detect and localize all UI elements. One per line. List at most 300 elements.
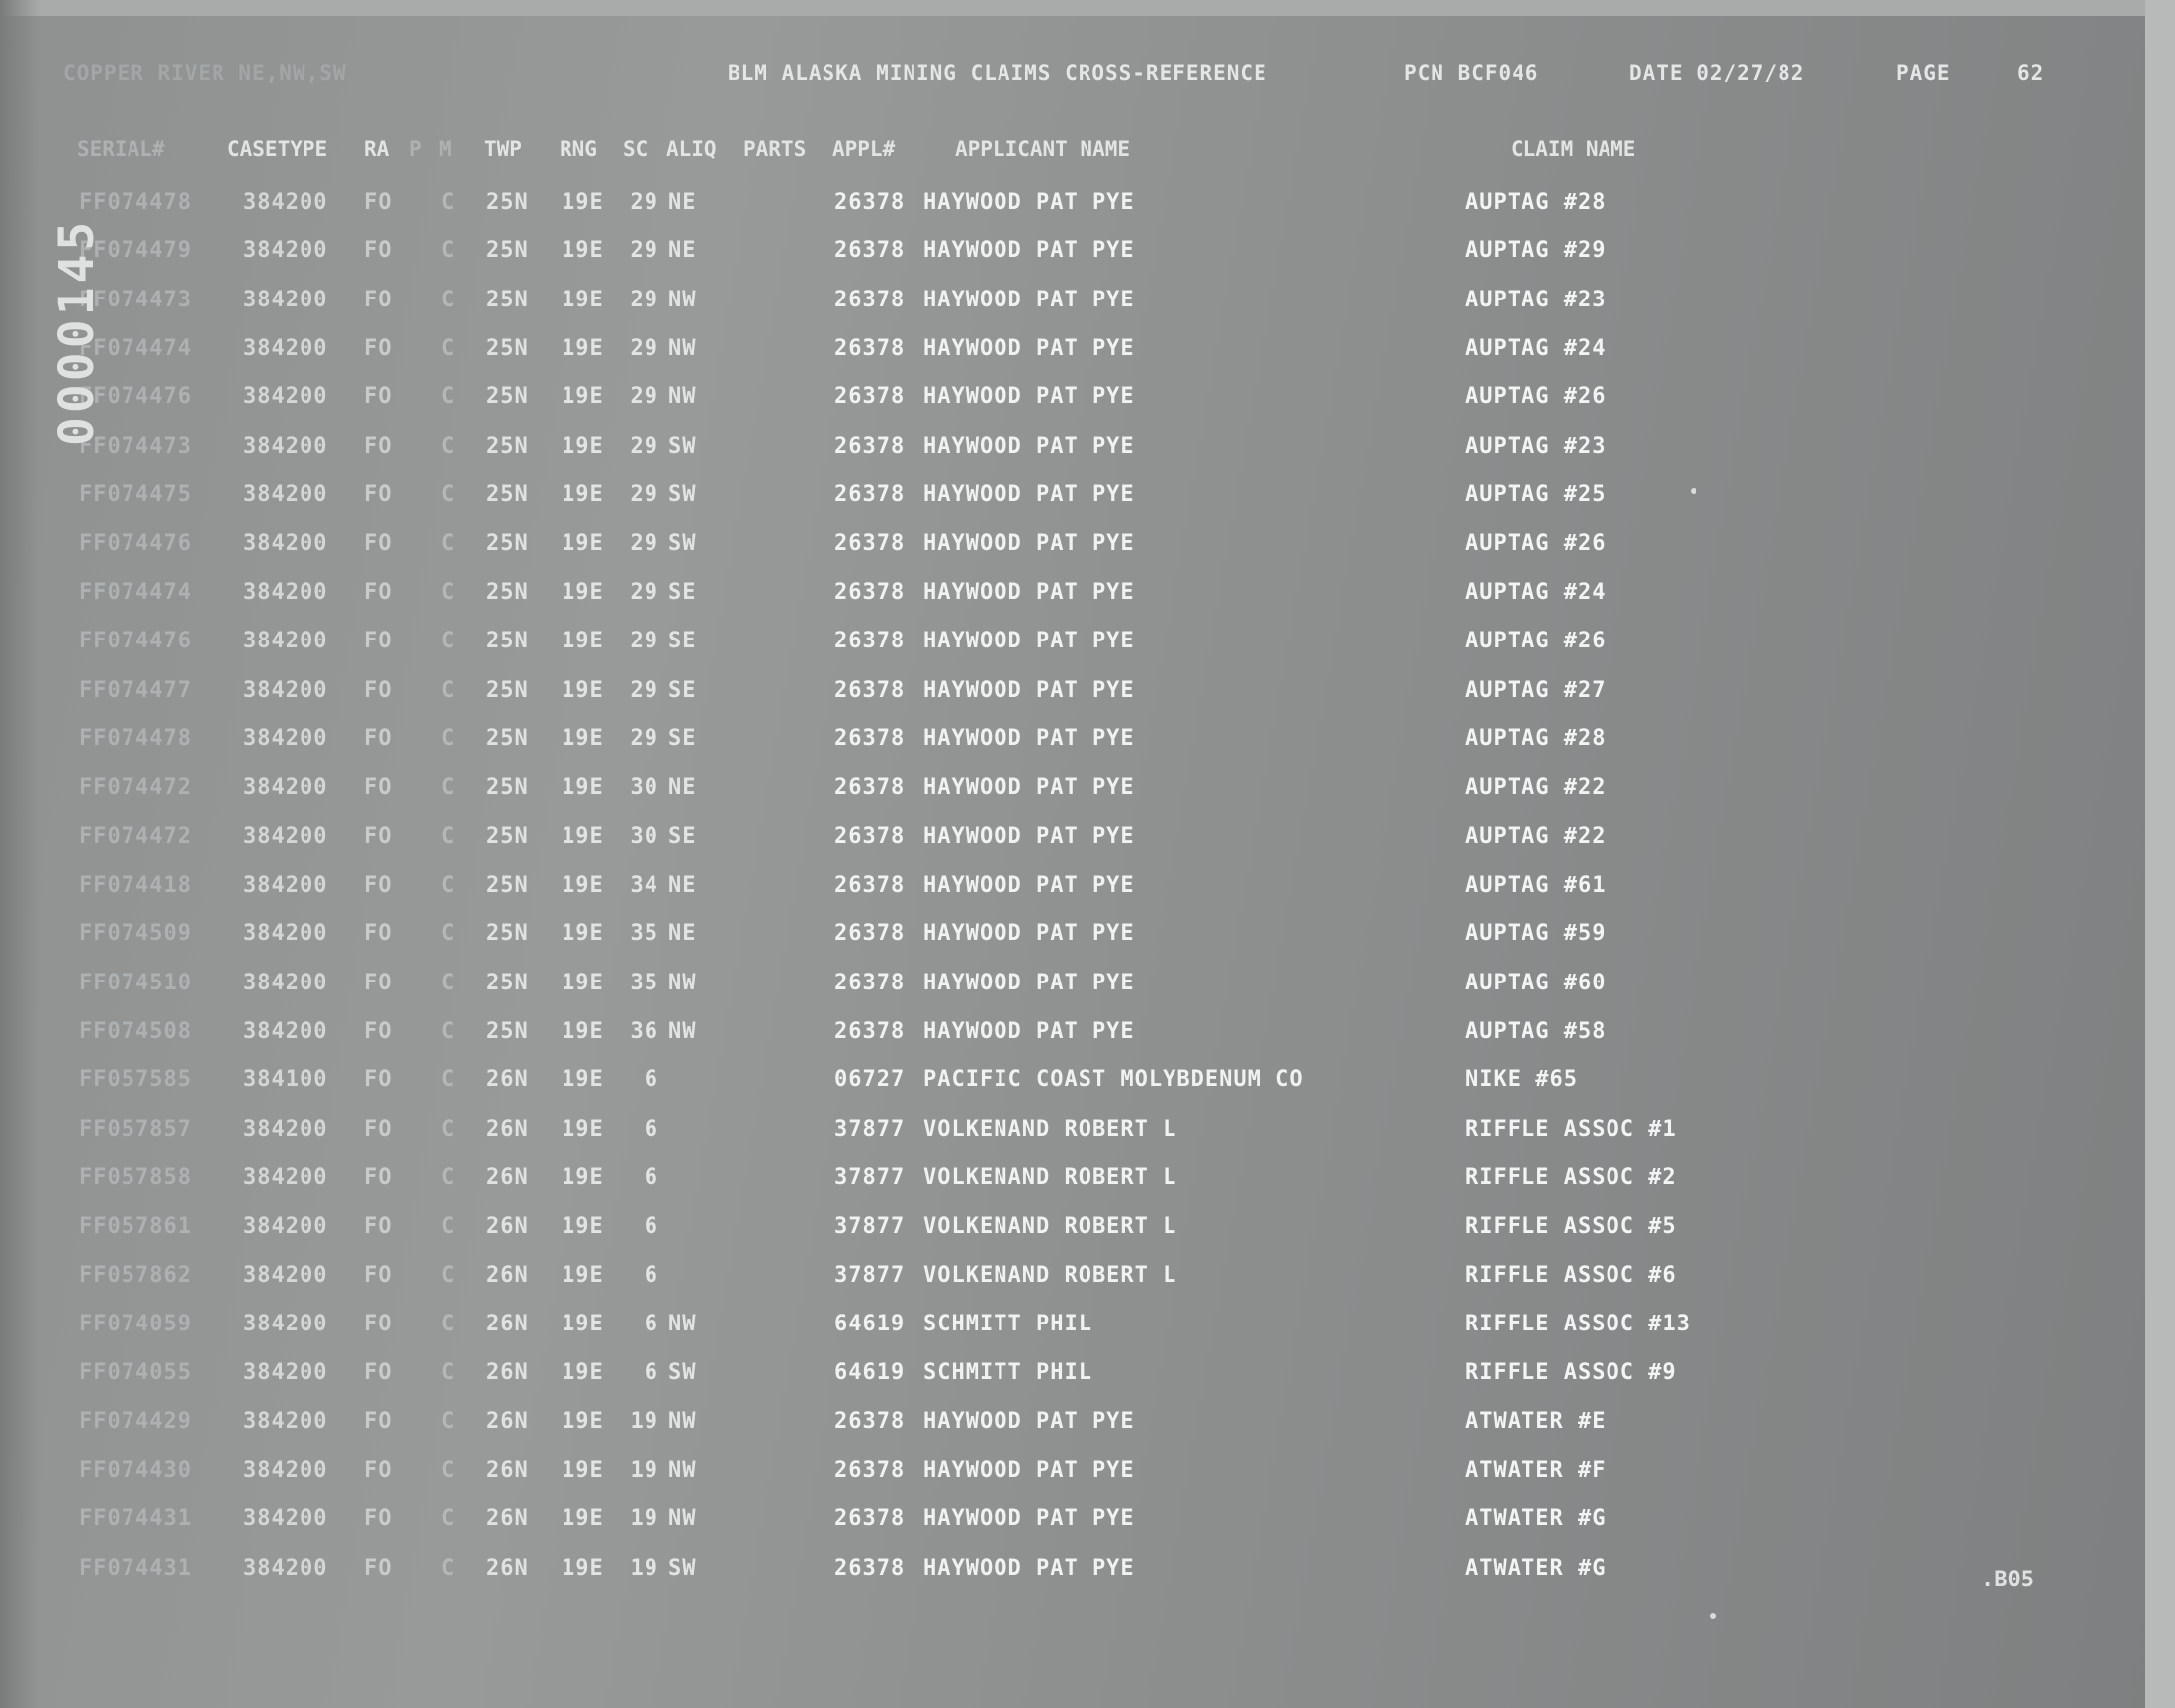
- row-appl: 37877: [834, 1263, 906, 1288]
- row-applicant: HAYWOOD PAT PYE: [923, 434, 1135, 459]
- row-casetype: 384200: [243, 580, 328, 605]
- row-rng: 19E: [562, 482, 604, 507]
- row-m: C: [441, 1214, 456, 1238]
- row-sc: 6: [644, 1360, 658, 1385]
- row-m: C: [441, 629, 456, 653]
- row-aliq: NW: [668, 336, 697, 361]
- row-rng: 19E: [562, 775, 604, 800]
- row-rng: 19E: [562, 1458, 604, 1483]
- table-row: [0, 1556, 2175, 1595]
- row-serial: FF074474: [79, 336, 192, 361]
- row-sc: 29: [630, 434, 658, 459]
- row-applicant: HAYWOOD PAT PYE: [923, 921, 1135, 946]
- row-serial: FF074473: [79, 288, 192, 312]
- row-rng: 19E: [562, 726, 604, 751]
- row-casetype: 384200: [243, 434, 328, 459]
- row-rng: 19E: [562, 336, 604, 361]
- row-claim: ATWATER #F: [1465, 1458, 1607, 1483]
- row-casetype: 384200: [243, 482, 328, 507]
- row-aliq: SE: [668, 678, 697, 703]
- row-applicant: HAYWOOD PAT PYE: [923, 971, 1135, 995]
- row-rng: 19E: [562, 1019, 604, 1044]
- row-applicant: HAYWOOD PAT PYE: [923, 824, 1135, 849]
- row-m: C: [441, 1117, 456, 1142]
- row-twp: 25N: [486, 384, 529, 409]
- row-rng: 19E: [562, 1068, 604, 1092]
- row-serial: FF074508: [79, 1019, 192, 1044]
- row-applicant: SCHMITT PHIL: [923, 1360, 1092, 1385]
- row-claim: AUPTAG #22: [1465, 824, 1607, 849]
- row-ra: FO: [364, 921, 392, 946]
- row-sc: 30: [630, 824, 658, 849]
- row-rng: 19E: [562, 1506, 604, 1531]
- row-appl: 26378: [834, 726, 906, 751]
- row-rng: 19E: [562, 971, 604, 995]
- row-appl: 26378: [834, 629, 906, 653]
- col-header-applicant: APPLICANT NAME: [955, 137, 1131, 161]
- row-m: C: [441, 580, 456, 605]
- row-m: C: [441, 921, 456, 946]
- row-serial: FF074476: [79, 384, 192, 409]
- table-row: [0, 678, 2175, 718]
- row-claim: AUPTAG #24: [1465, 336, 1607, 361]
- row-twp: 26N: [486, 1068, 529, 1092]
- row-sc: 6: [644, 1068, 658, 1092]
- row-claim: AUPTAG #26: [1465, 384, 1607, 409]
- row-sc: 6: [644, 1263, 658, 1288]
- row-ra: FO: [364, 629, 392, 653]
- row-casetype: 384200: [243, 238, 328, 263]
- row-appl: 26378: [834, 238, 906, 263]
- row-m: C: [441, 1068, 456, 1092]
- row-casetype: 384200: [243, 726, 328, 751]
- table-row: [0, 629, 2175, 668]
- row-serial: FF057857: [79, 1117, 192, 1142]
- col-header-appl: APPL#: [832, 137, 896, 161]
- row-sc: 6: [644, 1117, 658, 1142]
- row-aliq: SW: [668, 482, 697, 507]
- table-row: [0, 1409, 2175, 1449]
- row-appl: 26378: [834, 678, 906, 703]
- row-casetype: 384200: [243, 629, 328, 653]
- row-aliq: NW: [668, 1409, 697, 1434]
- row-twp: 26N: [486, 1263, 529, 1288]
- row-ra: FO: [364, 1263, 392, 1288]
- row-ra: FO: [364, 824, 392, 849]
- row-sc: 34: [630, 873, 658, 897]
- row-casetype: 384200: [243, 921, 328, 946]
- row-serial: FF074472: [79, 775, 192, 800]
- row-m: C: [441, 1556, 456, 1580]
- row-rng: 19E: [562, 1312, 604, 1336]
- row-casetype: 384200: [243, 824, 328, 849]
- row-applicant: SCHMITT PHIL: [923, 1312, 1092, 1336]
- row-applicant: HAYWOOD PAT PYE: [923, 580, 1135, 605]
- row-appl: 26378: [834, 190, 906, 214]
- row-appl: 26378: [834, 288, 906, 312]
- row-appl: 06727: [834, 1068, 906, 1092]
- row-m: C: [441, 288, 456, 312]
- row-serial: FF074472: [79, 824, 192, 849]
- row-twp: 26N: [486, 1506, 529, 1531]
- row-twp: 26N: [486, 1165, 529, 1190]
- row-casetype: 384200: [243, 1506, 328, 1531]
- row-rng: 19E: [562, 1165, 604, 1190]
- row-rng: 19E: [562, 580, 604, 605]
- pcn-label: PCN BCF046: [1404, 61, 1539, 85]
- row-ra: FO: [364, 434, 392, 459]
- row-appl: 26378: [834, 580, 906, 605]
- row-rng: 19E: [562, 1409, 604, 1434]
- table-row: [0, 1214, 2175, 1253]
- table-row: [0, 384, 2175, 424]
- row-aliq: NW: [668, 288, 697, 312]
- row-serial: FF074418: [79, 873, 192, 897]
- table-row: [0, 434, 2175, 473]
- row-sc: 19: [630, 1506, 658, 1531]
- row-appl: 26378: [834, 824, 906, 849]
- row-applicant: HAYWOOD PAT PYE: [923, 384, 1135, 409]
- row-m: C: [441, 238, 456, 263]
- row-twp: 26N: [486, 1409, 529, 1434]
- row-twp: 25N: [486, 288, 529, 312]
- row-m: C: [441, 531, 456, 555]
- table-row: [0, 1506, 2175, 1546]
- row-casetype: 384200: [243, 1019, 328, 1044]
- row-casetype: 384200: [243, 1360, 328, 1385]
- row-casetype: 384200: [243, 190, 328, 214]
- row-applicant: HAYWOOD PAT PYE: [923, 1506, 1135, 1531]
- row-serial: FF074431: [79, 1506, 192, 1531]
- row-rng: 19E: [562, 1556, 604, 1580]
- row-casetype: 384200: [243, 971, 328, 995]
- row-applicant: HAYWOOD PAT PYE: [923, 726, 1135, 751]
- print-speck: [1691, 488, 1696, 494]
- row-ra: FO: [364, 1556, 392, 1580]
- report-date: DATE 02/27/82: [1629, 61, 1805, 85]
- row-rng: 19E: [562, 288, 604, 312]
- row-appl: 26378: [834, 531, 906, 555]
- row-twp: 26N: [486, 1458, 529, 1483]
- row-twp: 25N: [486, 1019, 529, 1044]
- row-aliq: NW: [668, 1458, 697, 1483]
- row-m: C: [441, 678, 456, 703]
- row-twp: 25N: [486, 726, 529, 751]
- row-twp: 26N: [486, 1312, 529, 1336]
- row-appl: 64619: [834, 1360, 906, 1385]
- row-twp: 25N: [486, 434, 529, 459]
- table-row: [0, 1019, 2175, 1059]
- row-aliq: SW: [668, 1360, 697, 1385]
- row-appl: 26378: [834, 873, 906, 897]
- row-m: C: [441, 336, 456, 361]
- row-appl: 26378: [834, 336, 906, 361]
- row-sc: 29: [630, 384, 658, 409]
- row-ra: FO: [364, 288, 392, 312]
- row-claim: AUPTAG #26: [1465, 531, 1607, 555]
- row-applicant: VOLKENAND ROBERT L: [923, 1165, 1177, 1190]
- row-claim: ATWATER #G: [1465, 1506, 1607, 1531]
- row-claim: AUPTAG #61: [1465, 873, 1607, 897]
- row-sc: 36: [630, 1019, 658, 1044]
- table-row: [0, 1165, 2175, 1205]
- row-serial: FF074476: [79, 629, 192, 653]
- row-appl: 26378: [834, 1506, 906, 1531]
- row-aliq: SW: [668, 1556, 697, 1580]
- row-applicant: HAYWOOD PAT PYE: [923, 629, 1135, 653]
- row-appl: 26378: [834, 971, 906, 995]
- row-ra: FO: [364, 1312, 392, 1336]
- row-applicant: HAYWOOD PAT PYE: [923, 775, 1135, 800]
- row-claim: RIFFLE ASSOC #2: [1465, 1165, 1677, 1190]
- row-casetype: 384200: [243, 1263, 328, 1288]
- table-row: [0, 1068, 2175, 1107]
- col-header-serial: SERIAL#: [77, 137, 165, 161]
- col-header-m: M: [439, 137, 452, 161]
- row-serial: FF074429: [79, 1409, 192, 1434]
- row-aliq: NE: [668, 921, 697, 946]
- row-aliq: SW: [668, 531, 697, 555]
- row-sc: 29: [630, 288, 658, 312]
- row-applicant: HAYWOOD PAT PYE: [923, 1556, 1135, 1580]
- row-serial: FF057858: [79, 1165, 192, 1190]
- row-m: C: [441, 1019, 456, 1044]
- row-twp: 26N: [486, 1214, 529, 1238]
- row-sc: 29: [630, 336, 658, 361]
- row-serial: FF074478: [79, 726, 192, 751]
- table-row: [0, 1458, 2175, 1497]
- row-claim: RIFFLE ASSOC #5: [1465, 1214, 1677, 1238]
- row-twp: 25N: [486, 629, 529, 653]
- row-claim: AUPTAG #23: [1465, 288, 1607, 312]
- row-ra: FO: [364, 1019, 392, 1044]
- row-twp: 25N: [486, 482, 529, 507]
- table-row: [0, 726, 2175, 766]
- table-row: [0, 1117, 2175, 1156]
- row-rng: 19E: [562, 629, 604, 653]
- row-claim: AUPTAG #59: [1465, 921, 1607, 946]
- row-rng: 19E: [562, 238, 604, 263]
- row-sc: 6: [644, 1312, 658, 1336]
- row-claim: AUPTAG #28: [1465, 190, 1607, 214]
- table-row: [0, 288, 2175, 327]
- row-applicant: VOLKENAND ROBERT L: [923, 1263, 1177, 1288]
- row-appl: 26378: [834, 921, 906, 946]
- print-speck: [1710, 1613, 1716, 1619]
- row-applicant: HAYWOOD PAT PYE: [923, 482, 1135, 507]
- row-m: C: [441, 1165, 456, 1190]
- district-label: COPPER RIVER NE,NW,SW: [63, 61, 347, 85]
- row-aliq: NW: [668, 384, 697, 409]
- row-twp: 25N: [486, 971, 529, 995]
- row-serial: FF074431: [79, 1556, 192, 1580]
- row-serial: FF057585: [79, 1068, 192, 1092]
- col-header-ra: RA: [364, 137, 390, 161]
- row-sc: 35: [630, 971, 658, 995]
- row-ra: FO: [364, 1409, 392, 1434]
- row-m: C: [441, 384, 456, 409]
- table-row: [0, 531, 2175, 570]
- row-appl: 37877: [834, 1117, 906, 1142]
- row-m: C: [441, 775, 456, 800]
- table-row: [0, 775, 2175, 814]
- row-applicant: HAYWOOD PAT PYE: [923, 1019, 1135, 1044]
- row-twp: 25N: [486, 921, 529, 946]
- row-casetype: 384200: [243, 531, 328, 555]
- row-ra: FO: [364, 1360, 392, 1385]
- row-claim: AUPTAG #58: [1465, 1019, 1607, 1044]
- row-ra: FO: [364, 775, 392, 800]
- row-applicant: HAYWOOD PAT PYE: [923, 288, 1135, 312]
- row-claim: AUPTAG #22: [1465, 775, 1607, 800]
- row-twp: 26N: [486, 1556, 529, 1580]
- row-ra: FO: [364, 531, 392, 555]
- row-sc: 29: [630, 482, 658, 507]
- table-row: [0, 1312, 2175, 1351]
- row-serial: FF074479: [79, 238, 192, 263]
- row-casetype: 384200: [243, 1214, 328, 1238]
- row-rng: 19E: [562, 678, 604, 703]
- row-aliq: SW: [668, 434, 697, 459]
- row-twp: 25N: [486, 336, 529, 361]
- row-m: C: [441, 1409, 456, 1434]
- row-casetype: 384200: [243, 678, 328, 703]
- row-m: C: [441, 1458, 456, 1483]
- table-row: [0, 873, 2175, 912]
- row-claim: ATWATER #G: [1465, 1556, 1607, 1580]
- row-serial: FF074059: [79, 1312, 192, 1336]
- page-number: 62: [2017, 61, 2044, 85]
- row-ra: FO: [364, 238, 392, 263]
- table-row: [0, 921, 2175, 961]
- row-ra: FO: [364, 678, 392, 703]
- footer-code: .B05: [1981, 1568, 2034, 1592]
- row-sc: 29: [630, 238, 658, 263]
- row-applicant: HAYWOOD PAT PYE: [923, 1458, 1135, 1483]
- row-sc: 29: [630, 190, 658, 214]
- row-ra: FO: [364, 1068, 392, 1092]
- row-twp: 25N: [486, 190, 529, 214]
- table-row: [0, 238, 2175, 278]
- row-appl: 26378: [834, 1409, 906, 1434]
- row-ra: FO: [364, 873, 392, 897]
- row-ra: FO: [364, 1117, 392, 1142]
- row-applicant: HAYWOOD PAT PYE: [923, 336, 1135, 361]
- row-claim: AUPTAG #23: [1465, 434, 1607, 459]
- row-rng: 19E: [562, 1263, 604, 1288]
- row-m: C: [441, 1312, 456, 1336]
- row-m: C: [441, 873, 456, 897]
- row-aliq: NW: [668, 1506, 697, 1531]
- row-ra: FO: [364, 336, 392, 361]
- row-sc: 29: [630, 678, 658, 703]
- row-claim: ATWATER #E: [1465, 1409, 1607, 1434]
- row-sc: 19: [630, 1458, 658, 1483]
- col-header-claim: CLAIM NAME: [1511, 137, 1636, 161]
- table-row: [0, 580, 2175, 620]
- row-serial: FF074475: [79, 482, 192, 507]
- row-m: C: [441, 190, 456, 214]
- row-m: C: [441, 1506, 456, 1531]
- row-serial: FF074476: [79, 531, 192, 555]
- row-aliq: NW: [668, 1019, 697, 1044]
- row-appl: 26378: [834, 482, 906, 507]
- row-serial: FF057862: [79, 1263, 192, 1288]
- row-serial: FF057861: [79, 1214, 192, 1238]
- table-row: [0, 190, 2175, 229]
- row-casetype: 384200: [243, 288, 328, 312]
- row-casetype: 384200: [243, 1117, 328, 1142]
- row-appl: 37877: [834, 1214, 906, 1238]
- row-serial: FF074478: [79, 190, 192, 214]
- row-ra: FO: [364, 1165, 392, 1190]
- row-twp: 26N: [486, 1360, 529, 1385]
- row-rng: 19E: [562, 531, 604, 555]
- row-applicant: HAYWOOD PAT PYE: [923, 678, 1135, 703]
- row-applicant: HAYWOOD PAT PYE: [923, 873, 1135, 897]
- page-label: PAGE: [1896, 61, 1951, 85]
- table-row: [0, 482, 2175, 522]
- row-aliq: SE: [668, 824, 697, 849]
- row-appl: 26378: [834, 384, 906, 409]
- row-appl: 26378: [834, 434, 906, 459]
- row-applicant: HAYWOOD PAT PYE: [923, 238, 1135, 263]
- row-m: C: [441, 434, 456, 459]
- col-header-rng: RNG: [560, 137, 597, 161]
- page-edge-top: [0, 0, 2175, 16]
- row-claim: RIFFLE ASSOC #13: [1465, 1312, 1691, 1336]
- row-applicant: VOLKENAND ROBERT L: [923, 1117, 1177, 1142]
- row-serial: FF074055: [79, 1360, 192, 1385]
- report-title: BLM ALASKA MINING CLAIMS CROSS-REFERENCE: [728, 61, 1267, 85]
- row-rng: 19E: [562, 190, 604, 214]
- row-appl: 26378: [834, 1556, 906, 1580]
- row-aliq: SE: [668, 726, 697, 751]
- row-ra: FO: [364, 971, 392, 995]
- row-sc: 19: [630, 1409, 658, 1434]
- row-serial: FF074509: [79, 921, 192, 946]
- row-sc: 29: [630, 580, 658, 605]
- row-serial: FF074510: [79, 971, 192, 995]
- row-claim: AUPTAG #24: [1465, 580, 1607, 605]
- row-casetype: 384200: [243, 1458, 328, 1483]
- table-row: [0, 971, 2175, 1010]
- row-twp: 25N: [486, 678, 529, 703]
- row-claim: RIFFLE ASSOC #6: [1465, 1263, 1677, 1288]
- row-sc: 29: [630, 726, 658, 751]
- row-twp: 25N: [486, 824, 529, 849]
- row-casetype: 384200: [243, 775, 328, 800]
- row-appl: 26378: [834, 1458, 906, 1483]
- row-aliq: NE: [668, 190, 697, 214]
- row-ra: FO: [364, 384, 392, 409]
- row-rng: 19E: [562, 384, 604, 409]
- row-casetype: 384200: [243, 1409, 328, 1434]
- row-aliq: NE: [668, 775, 697, 800]
- row-claim: AUPTAG #29: [1465, 238, 1607, 263]
- row-rng: 19E: [562, 1360, 604, 1385]
- row-aliq: NE: [668, 873, 697, 897]
- row-twp: 25N: [486, 238, 529, 263]
- row-twp: 25N: [486, 580, 529, 605]
- row-rng: 19E: [562, 873, 604, 897]
- row-ra: FO: [364, 726, 392, 751]
- col-header-parts: PARTS: [743, 137, 807, 161]
- row-sc: 29: [630, 531, 658, 555]
- row-rng: 19E: [562, 434, 604, 459]
- table-row: [0, 824, 2175, 864]
- row-applicant: HAYWOOD PAT PYE: [923, 1409, 1135, 1434]
